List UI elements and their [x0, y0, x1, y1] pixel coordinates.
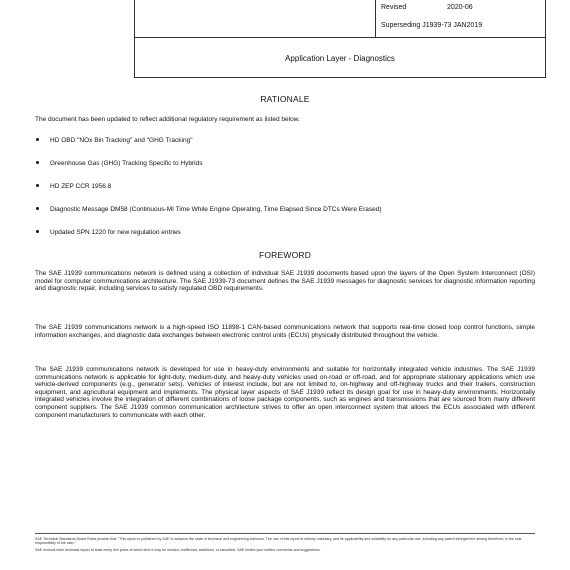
bullet-icon	[36, 230, 39, 233]
footer-notice-review: SAE reviews each technical report at least every five years at which time it may be revised, reaffirmed, stabilized, or cancelled. SAE invites your written comments and suggestions.	[35, 548, 321, 552]
document-subtitle: Application Layer - Diagnostics	[285, 54, 395, 63]
header-box	[134, 0, 546, 78]
bullet-icon	[36, 138, 39, 141]
bullet-icon	[36, 207, 39, 210]
revised-date: 2020-06	[447, 4, 473, 11]
foreword-paragraph-1: The SAE J1939 communications network is defined using a collection of individual SAE J1939 documents based upon the layers of the Open System Interconnect (OSI) model for computer communications architecture. The SAE J1939-73 document defines the SAE J1939 messages for diagnostic services for diagnostic information reporting and diagnostic repair, including services to satisfy regulated OBD requirements.	[35, 270, 535, 293]
bullet-icon	[36, 161, 39, 164]
rationale-item: Updated SPN 1220 for new regulation entries	[36, 229, 181, 236]
header-meta-row	[135, 0, 545, 38]
superseding-note: Superseding J1939-73 JAN2019	[381, 22, 483, 29]
revised-label: Revised	[381, 4, 407, 11]
rationale-item: HD ZEP CCR 1956.8	[36, 183, 111, 190]
foreword-heading: FOREWORD	[258, 250, 312, 260]
rationale-item: Greenhouse Gas (GHG) Tracking Specific to Hybrids	[36, 160, 202, 167]
rationale-heading: RATIONALE	[260, 94, 310, 104]
rationale-item: Diagnostic Message DM58 (Continuous-MI Time While Engine Operating, Time Elapsed Since DTCs Were Erased)	[36, 206, 382, 213]
rationale-intro: The document has been updated to reflect additional regulatory requirement as listed below.	[35, 116, 300, 123]
bullet-icon	[36, 184, 39, 187]
header-divider	[375, 0, 376, 37]
footer-rule	[35, 533, 535, 534]
footer-notice-terms: SAE Technical Standards Board Rules provide that: "This report is published by SAE to advance the state of technical and engineering sciences. The use of this report is entirely voluntary, and its applicability and suitability for any particular use, including any patent infringement arising therefrom, is the sole responsibility of the user."	[35, 537, 522, 546]
foreword-paragraph-2: The SAE J1939 communications network is a high-speed ISO 11898-1 CAN-based communications network that supports real-time closed loop control functions, simple information exchanges, and diagnostic data exchanges between electronic control units (ECUs) physically distributed throughout the vehicle.	[35, 324, 535, 339]
rationale-item: HD OBD "NOx Bin Tracking" and "GHG Tracking"	[36, 137, 193, 144]
foreword-paragraph-3: The SAE J1939 communications network is developed for use in heavy-duty environments and suitable for horizontally integrated vehicle industries. The SAE J1939 communications network is applicable for light-duty, medium-duty, and heavy-duty vehicles used on-road or off-road, and for appropriate stationary applications which use vehicle-derived components (e.g., generator sets). Vehicles of interest include, but are not limited to, on-highway and off-highway trucks and their trailers, construction equipment, and agricultural equipment and implements. The physical layer aspects of SAE J1939 reflect its design goal for use in heavy-duty environments. Horizontally integrated vehicles involve the integration of different combinations of loose package components, such as engines and transmissions that are sourced from many different component suppliers. The SAE J1939 common communication architecture strives to offer an open interconnect system that allows the ECUs associated with different component manufacturers to communicate with each other.	[35, 366, 535, 419]
